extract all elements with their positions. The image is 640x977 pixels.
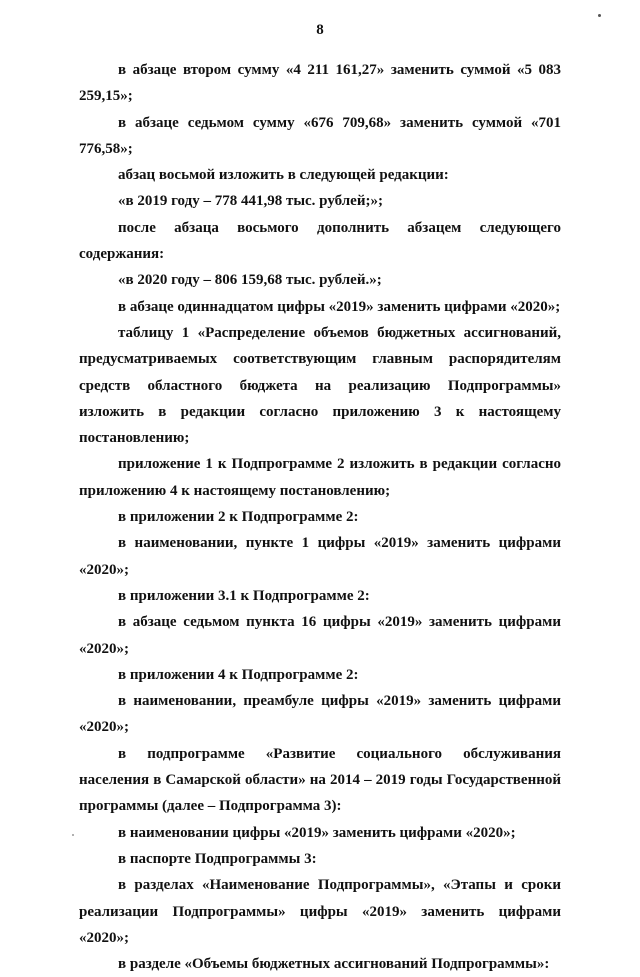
paragraph: в паспорте Подпрограммы 3:	[118, 850, 317, 867]
paragraph: в наименовании цифры «2019» заменить цифрами «2020»;	[118, 824, 516, 841]
paragraph: в наименовании, преамбуле цифры «2019» заменить цифрами «2020»;	[79, 693, 561, 736]
document-body	[79, 57, 561, 977]
paragraph: в приложении 2 к Подпрограмме 2:	[118, 509, 359, 526]
paragraph: таблицу 1 «Распределение объемов бюджетных ассигнований, предусматриваемых соответствующим главным распорядителям средств областного бюджета на реализацию Подпрограммы» изложить в редакции согласно приложению 3 к настоящему постановлению;	[79, 324, 561, 447]
paragraph: после абзаца восьмого дополнить абзацем следующего содержания:	[79, 219, 561, 263]
paragraph: в приложении 4 к Подпрограмме 2:	[118, 666, 359, 683]
paragraph: в наименовании, пункте 1 цифры «2019» заменить цифрами «2020»;	[79, 535, 561, 578]
paragraph: в разделе «Объемы бюджетных ассигнований Подпрограммы»:	[118, 956, 550, 973]
paragraph: абзац восьмой изложить в следующей редакции:	[118, 167, 449, 184]
paragraph: в абзаце седьмом сумму «676 709,68» заменить суммой «701 776,58»;	[79, 114, 561, 157]
paragraph: в подпрограмме «Развитие социального обслуживания населения в Самарской области» на 2014 – 2019 годы Государственной программы (далее – Подпрограмма 3):	[79, 745, 561, 815]
paragraph: в разделах «Наименование Подпрограммы», «Этапы и сроки реализации Подпрограммы» цифры «2019» заменить цифрами «2020»;	[79, 877, 561, 946]
paragraph: в приложении 3.1 к Подпрограмме 2:	[118, 587, 370, 604]
paragraph: в абзаце седьмом пункта 16 цифры «2019» заменить цифрами «2020»;	[79, 614, 561, 657]
paragraph: приложение 1 к Подпрограмме 2 изложить в редакции согласно приложению 4 к настоящему постановлению;	[79, 456, 561, 499]
scan-speck	[72, 834, 74, 836]
paragraph: в абзаце одиннадцатом цифры «2019» заменить цифрами «2020»;	[118, 298, 561, 315]
paragraph: в абзаце втором сумму «4 211 161,27» заменить суммой «5 083 259,15»;	[79, 62, 561, 105]
scan-speck	[598, 14, 601, 17]
paragraph: «в 2019 году – 778 441,98 тыс. рублей;»;	[118, 193, 383, 210]
page-number: 8	[316, 22, 324, 38]
paragraph: «в 2020 году – 806 159,68 тыс. рублей.»;	[118, 272, 382, 289]
